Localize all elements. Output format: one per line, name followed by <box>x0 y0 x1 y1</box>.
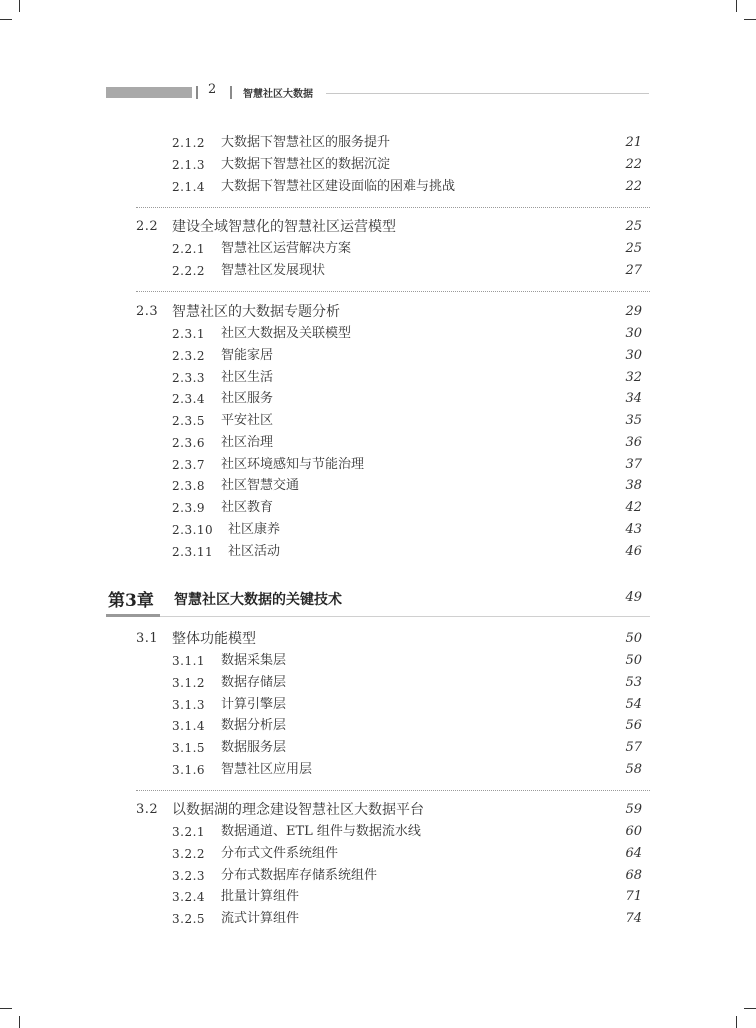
toc-entry[interactable] <box>0 323 756 345</box>
toc-number: 3.1.5 <box>172 741 206 755</box>
chapter-bar <box>106 614 160 617</box>
chapter-number: 第3章 <box>108 591 154 611</box>
toc-number: 3.2.4 <box>172 890 206 904</box>
toc-entry[interactable] <box>0 154 756 176</box>
toc-page: 35 <box>625 413 642 428</box>
toc-page: 34 <box>625 391 642 406</box>
toc-title: 智慧社区发展现状 <box>221 263 326 278</box>
toc-title: 批量计算组件 <box>221 889 300 904</box>
header-rule <box>326 93 649 94</box>
toc-page: 42 <box>625 500 642 515</box>
toc-number: 3.2.2 <box>172 847 206 861</box>
toc-entry[interactable] <box>0 759 756 781</box>
toc-page: 22 <box>625 179 642 194</box>
toc-title: 数据存储层 <box>221 675 287 690</box>
toc-number: 2.3.2 <box>172 349 206 363</box>
toc-title: 社区治理 <box>221 435 274 450</box>
toc-number: 3.1 <box>136 631 159 646</box>
toc-title: 智慧社区应用层 <box>221 762 313 777</box>
toc-entry[interactable] <box>0 345 756 367</box>
toc-number: 3.1.2 <box>172 676 206 690</box>
toc-title: 大数据下智慧社区的数据沉淀 <box>221 157 391 172</box>
toc-number: 2.3.4 <box>172 392 206 406</box>
toc-entry[interactable] <box>0 541 756 563</box>
toc-page: 71 <box>625 889 642 904</box>
crop-mark <box>744 1008 756 1009</box>
toc-page: 25 <box>625 241 642 256</box>
toc-title: 以数据湖的理念建设智慧社区大数据平台 <box>172 802 424 818</box>
toc-number: 2.3.1 <box>172 327 206 341</box>
header-page-number: 2 <box>208 82 217 97</box>
toc-page: 46 <box>625 544 642 559</box>
toc-page: 74 <box>625 911 642 926</box>
toc-title: 社区智慧交通 <box>221 478 300 493</box>
toc-page: 43 <box>625 522 642 537</box>
header-book-title: 智慧社区大数据 <box>243 89 313 100</box>
toc-number: 3.2.1 <box>172 825 206 839</box>
toc-title: 大数据下智慧社区建设面临的困难与挑战 <box>221 179 456 194</box>
toc-page: 50 <box>625 631 642 646</box>
toc-number: 2.3.8 <box>172 479 206 493</box>
crop-mark <box>0 19 12 20</box>
toc-entry[interactable] <box>0 238 756 260</box>
toc-number: 2.3.9 <box>172 501 206 515</box>
toc-title: 数据服务层 <box>221 740 287 755</box>
toc-entry[interactable] <box>0 454 756 476</box>
toc-entry[interactable] <box>0 519 756 541</box>
toc-number: 2.1.4 <box>172 180 206 194</box>
toc-number: 2.3 <box>136 304 159 319</box>
chapter-title: 智慧社区大数据的关键技术 <box>174 592 342 608</box>
toc-page: 36 <box>625 435 642 450</box>
toc-title: 社区康养 <box>228 522 281 537</box>
toc-entry[interactable] <box>0 715 756 737</box>
toc-page: 30 <box>625 348 642 363</box>
toc-section[interactable] <box>0 301 756 323</box>
toc-page: 30 <box>625 326 642 341</box>
toc-page: 25 <box>625 219 642 234</box>
toc-page: 49 <box>625 590 642 605</box>
toc-page: 21 <box>625 135 642 150</box>
toc-number: 3.2.5 <box>172 912 206 926</box>
toc-entry[interactable] <box>0 410 756 432</box>
toc-number: 2.3.11 <box>172 545 214 559</box>
toc-title: 智慧社区的大数据专题分析 <box>172 304 340 320</box>
toc-title: 社区活动 <box>228 544 281 559</box>
toc-page: 38 <box>625 478 642 493</box>
toc-title: 建设全域智慧化的智慧社区运营模型 <box>172 219 396 235</box>
toc-entry[interactable] <box>0 865 756 887</box>
toc-page: 22 <box>625 157 642 172</box>
toc-title: 大数据下智慧社区的服务提升 <box>221 135 391 150</box>
toc-entry[interactable] <box>0 821 756 843</box>
toc-page: 32 <box>625 370 642 385</box>
crop-mark <box>736 0 737 12</box>
toc-section[interactable] <box>0 628 756 650</box>
toc-number: 2.3.7 <box>172 458 206 472</box>
toc-number: 3.1.1 <box>172 654 206 668</box>
toc-entry[interactable] <box>0 132 756 154</box>
toc-number: 2.2.1 <box>172 242 206 256</box>
toc-entry[interactable] <box>0 672 756 694</box>
toc-entry[interactable] <box>0 497 756 519</box>
toc-entry[interactable] <box>0 388 756 410</box>
toc-title: 智慧社区运营解决方案 <box>221 241 352 256</box>
toc-entry[interactable] <box>0 737 756 759</box>
toc-page: 56 <box>625 718 642 733</box>
toc-entry[interactable] <box>0 260 756 282</box>
toc-page: 64 <box>625 846 642 861</box>
toc-title: 数据采集层 <box>221 653 287 668</box>
toc-entry[interactable] <box>0 843 756 865</box>
toc-entry[interactable] <box>0 908 756 930</box>
toc-page: 37 <box>625 457 642 472</box>
toc-page: 27 <box>625 263 642 278</box>
toc-title: 整体功能模型 <box>172 631 256 647</box>
crop-mark <box>19 1016 20 1028</box>
toc-title: 流式计算组件 <box>221 911 300 926</box>
section-separator <box>136 291 650 292</box>
toc-section[interactable] <box>0 799 756 821</box>
toc-number: 2.1.3 <box>172 158 206 172</box>
toc-entry[interactable] <box>0 650 756 672</box>
toc-title: 智能家居 <box>221 348 274 363</box>
toc-section[interactable] <box>0 216 756 238</box>
toc-number: 3.1.3 <box>172 698 206 712</box>
toc-number: 2.2.2 <box>172 264 206 278</box>
toc-title: 分布式文件系统组件 <box>221 846 339 861</box>
toc-title: 社区生活 <box>221 370 274 385</box>
crop-mark <box>744 19 756 20</box>
toc-title: 社区大数据及关联模型 <box>221 326 352 341</box>
toc-entry[interactable] <box>0 475 756 497</box>
section-separator <box>136 790 650 791</box>
toc-title: 数据通道、ETL 组件与数据流水线 <box>221 824 421 839</box>
toc-page: 50 <box>625 653 642 668</box>
toc-number: 2.3.10 <box>172 523 214 537</box>
toc-title: 社区环境感知与节能治理 <box>221 457 365 472</box>
crop-mark <box>19 0 20 12</box>
header-bar <box>106 87 192 98</box>
toc-entry[interactable] <box>0 886 756 908</box>
toc-number: 3.1.6 <box>172 763 206 777</box>
toc-page: 53 <box>625 675 642 690</box>
toc-entry[interactable] <box>0 432 756 454</box>
toc-title: 数据分析层 <box>221 718 287 733</box>
toc-chapter[interactable] <box>0 586 756 612</box>
toc-page: 57 <box>625 740 642 755</box>
toc-entry[interactable] <box>0 694 756 716</box>
toc-number: 2.3.6 <box>172 436 206 450</box>
toc-page: 60 <box>625 824 642 839</box>
toc-title: 计算引擎层 <box>221 697 287 712</box>
toc-title: 分布式数据库存储系统组件 <box>221 868 378 883</box>
toc-page: 54 <box>625 697 642 712</box>
toc-page: 59 <box>625 802 642 817</box>
toc-number: 2.3.5 <box>172 414 206 428</box>
toc-number: 3.1.4 <box>172 719 206 733</box>
toc-title: 社区教育 <box>221 500 274 515</box>
toc-entry[interactable] <box>0 367 756 389</box>
section-separator <box>136 207 650 208</box>
toc-title: 社区服务 <box>221 391 274 406</box>
header-divider <box>196 86 198 99</box>
toc-number: 2.3.3 <box>172 371 206 385</box>
crop-mark <box>0 1008 12 1009</box>
toc-page: 58 <box>625 762 642 777</box>
toc-entry[interactable] <box>0 176 756 198</box>
header-divider <box>230 86 232 99</box>
toc-number: 2.1.2 <box>172 136 206 150</box>
toc-page: 68 <box>625 868 642 883</box>
toc-page: 29 <box>625 304 642 319</box>
toc-number: 3.2.3 <box>172 869 206 883</box>
toc-number: 3.2 <box>136 802 159 817</box>
toc-title: 平安社区 <box>221 413 274 428</box>
crop-mark <box>736 1016 737 1028</box>
toc-number: 2.2 <box>136 219 159 234</box>
chapter-rule <box>106 616 650 617</box>
